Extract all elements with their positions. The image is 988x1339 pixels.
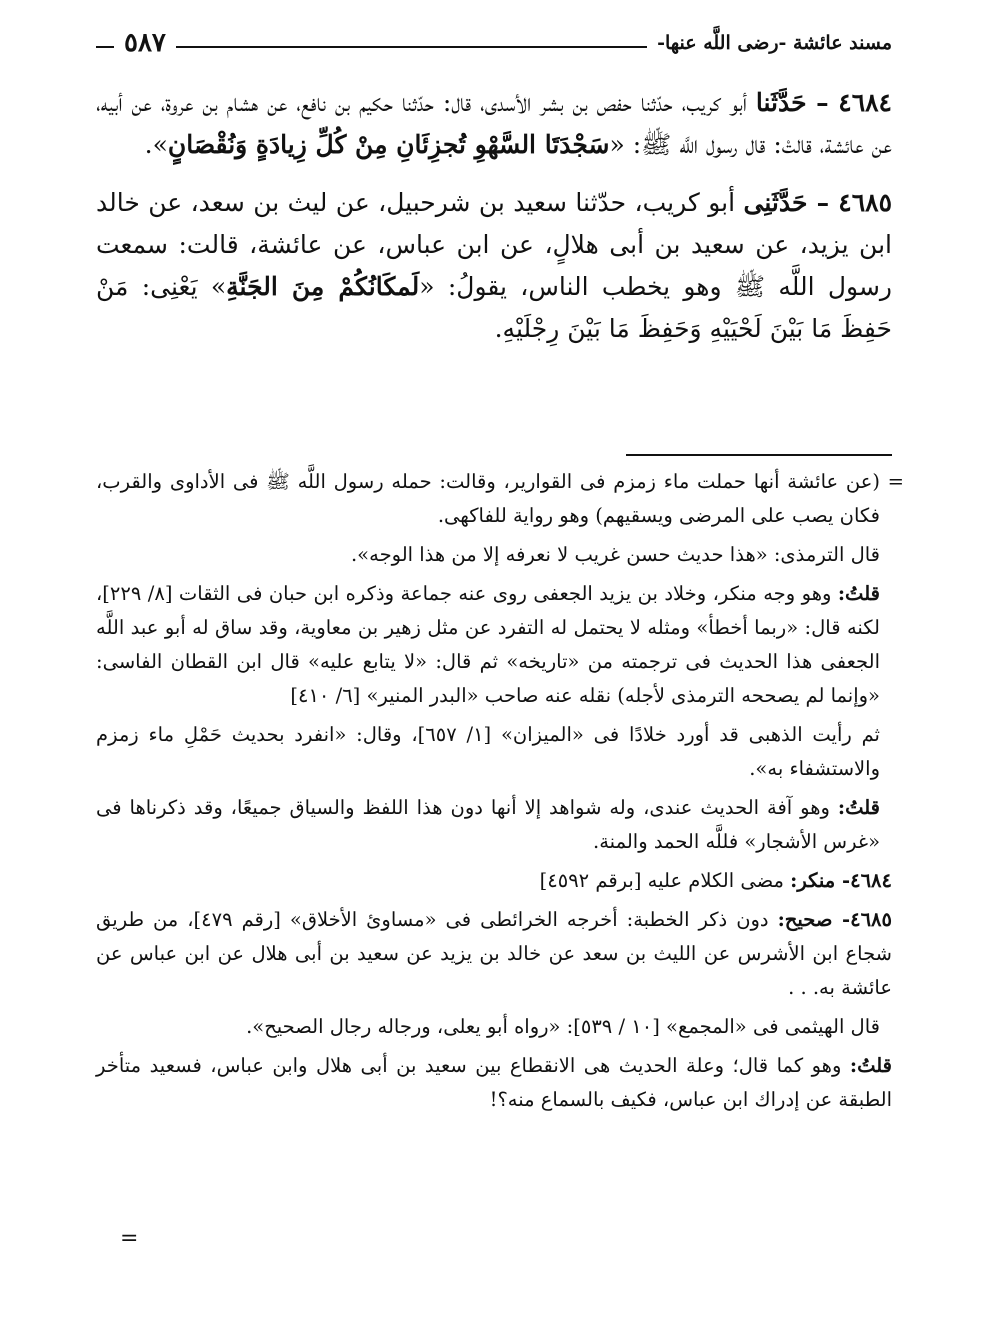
footnote-separator: [626, 454, 892, 456]
hadith-closing: ».: [144, 130, 168, 159]
footnote-paragraph: قلتُ: وهو وجه منكر، وخلاد بن يزيد الجعفى روى عنه جماعة وذكره ابن حبان فى الثقات [٨/ ٢٢٩]، لكنه قال: «ربما أخطأ» ومثله لا يحتمل له التفرد عن مثل زهير بن معاوية، وقد ساق له أبو عبد اللَّه الجعفى هذا الحديث فى ترجمته من «تاريخه» ثم قال: «لا يتابع عليه» قال ابن القطان الفاسى: «وإنما لم يصححه الترمذى لأجله) نقله عنه صاحب «البدر المنير» [٦/ ٤١٠]: [96, 582, 880, 707]
hadith-number: ٤٦٨٤: [838, 88, 892, 117]
hadith-matn: لَمكَانُكُمْ مِنَ الجَنَّةِ: [226, 272, 420, 301]
note-label: ٤٦٨٤- منكر:: [790, 869, 892, 892]
hadith-verb: حَدَّثَنا: [755, 88, 807, 117]
page-header: [96, 28, 892, 64]
continuation-mark-end: =: [120, 1226, 139, 1251]
main-text: [96, 82, 892, 366]
page-number: ٥٨٧: [114, 28, 176, 58]
hadith-isnad: أبو كريب، حدّثنا حفص بن بشر الأسدى، قال: حدّثنا حكيم بن نافع، عن هشام بن عروة، عن أبيه، عن عائشة، قالتْ: قال رسول اللَّه ﷺ: «: [96, 88, 892, 159]
footnote-paragraph: قلتُ: وهو آفة الحديث عندى، وله شواهد إلا أنها دون هذا اللفظ والسياق جميعًا، وقد ذكرناها فى «غرس الأشجار» فللَّه الحمد والمنة.: [96, 796, 880, 853]
hadith-verb: حَدَّثَنِى: [743, 188, 808, 217]
hadith-4685: ٤٦٨٥ – حَدَّثَنِى أبو كريب، حدّثنا سعيد بن شرحبيل، عن ليث بن سعد، عن خالد ابن يزيد، عن سعيد بن أبى هلالٍ، عن ابن عباس، عن عائشة، قالت: سمعت رسول اللَّه ﷺ وهو يخطب الناس، يقولُ: «لَمكَانُكُمْ مِنَ الجَنَّةِ» يَعْنِى: مَنْ حَفِظَ مَا بَيْنَ لَحْيَيْهِ وَحَفِظَ مَا بَيْنَ رِجْلَيْهِ.: [96, 188, 892, 343]
note-label: قلتُ:: [849, 1054, 892, 1077]
running-title: مسند عائشة -رضى اللَّه عنها-: [647, 32, 892, 54]
continuation-mark: =: [887, 470, 904, 493]
hadith-closing: » يَعْنِى: مَنْ حَفِظَ مَا بَيْنَ لَحْيَيْهِ وَحَفِظَ مَا بَيْنَ رِجْلَيْهِ.: [96, 272, 892, 343]
footnote-paragraph: ٤٦٨٤- منكر: مضى الكلام عليه [برقم ٤٥٩٢]: [539, 869, 892, 892]
note-label: قلتُ:: [837, 796, 880, 819]
footnote-paragraph: قال الهيثمى فى «المجمع» [١٠ / ٥٣٩]: «رواه أبو يعلى، ورجاله رجال الصحيح».: [246, 1015, 880, 1038]
note-label: ٤٦٨٥- صحيح:: [777, 908, 893, 931]
footnote-paragraph: قال الترمذى: «هذا حديث حسن غريب لا نعرفه إلا من هذا الوجه».: [350, 543, 880, 566]
footnote-paragraph: ثم رأيت الذهبى قد أورد خلادًا فى «الميزان» [١/ ٦٥٧]، وقال: «انفرد بحديث حَمْلِ ماء زمزم والاستشفاء به».: [96, 723, 880, 780]
footnote-paragraph: = (عن عائشة أنها حملت ماء زمزم فى القوارير، وقالت: حمله رسول اللَّه ﷺ فى الأداوى والقرب، فكان يصب على المرضى ويسقيهم) وهو رواية للفاكهى.: [96, 465, 892, 533]
hadith-matn: سَجْدَتَا السَّهْوِ تُجزِئَانِ مِنْ كُلِّ زِيادَةٍ وَنُقْصَانٍ: [167, 130, 610, 159]
footnote-paragraph: ٤٦٨٥- صحيح: دون ذكر الخطبة: أخرجه الخرائطى فى «مساوئ الأخلاق» [رقم ٤٧٩]، من طريق شجاع ابن الأشرس عن الليث بن سعد عن خالد بن يزيد عن سعيد بن أبى هلال عن ابن عباس عن عائشة به. . .: [96, 908, 893, 999]
footnote-paragraph: قلتُ: وهو كما قال؛ وعلة الحديث هى الانقطاع بين سعيد بن أبى هلال وابن عباس، فسعيد متأخر الطبقة عن إدراك ابن عباس، فكيف بالسماع منه؟!: [96, 1054, 892, 1111]
hadith-isnad: أبو كريب، حدّثنا سعيد بن شرحبيل، عن ليث بن سعد، عن خالد ابن يزيد، عن سعيد بن أبى هلالٍ، عن ابن عباس، عن عائشة، قالت: سمعت رسول اللَّه ﷺ وهو يخطب الناس، يقولُ: «: [96, 188, 892, 301]
footnotes: [96, 465, 904, 1122]
hadith-number: ٤٦٨٥: [838, 188, 892, 217]
note-label: قلتُ:: [837, 582, 880, 605]
hadith-4684: ٤٦٨٤ – حَدَّثَنا أبو كريب، حدّثنا حفص بن بشر الأسدى، قال: حدّثنا حكيم بن نافع، عن هشام بن عروة، عن أبيه، عن عائشة، قالتْ: قال رسول اللَّه ﷺ: «سَجْدَتَا السَّهْوِ تُجزِئَانِ مِنْ كُلِّ زِيادَةٍ وَنُقْصَانٍ».: [96, 88, 892, 159]
